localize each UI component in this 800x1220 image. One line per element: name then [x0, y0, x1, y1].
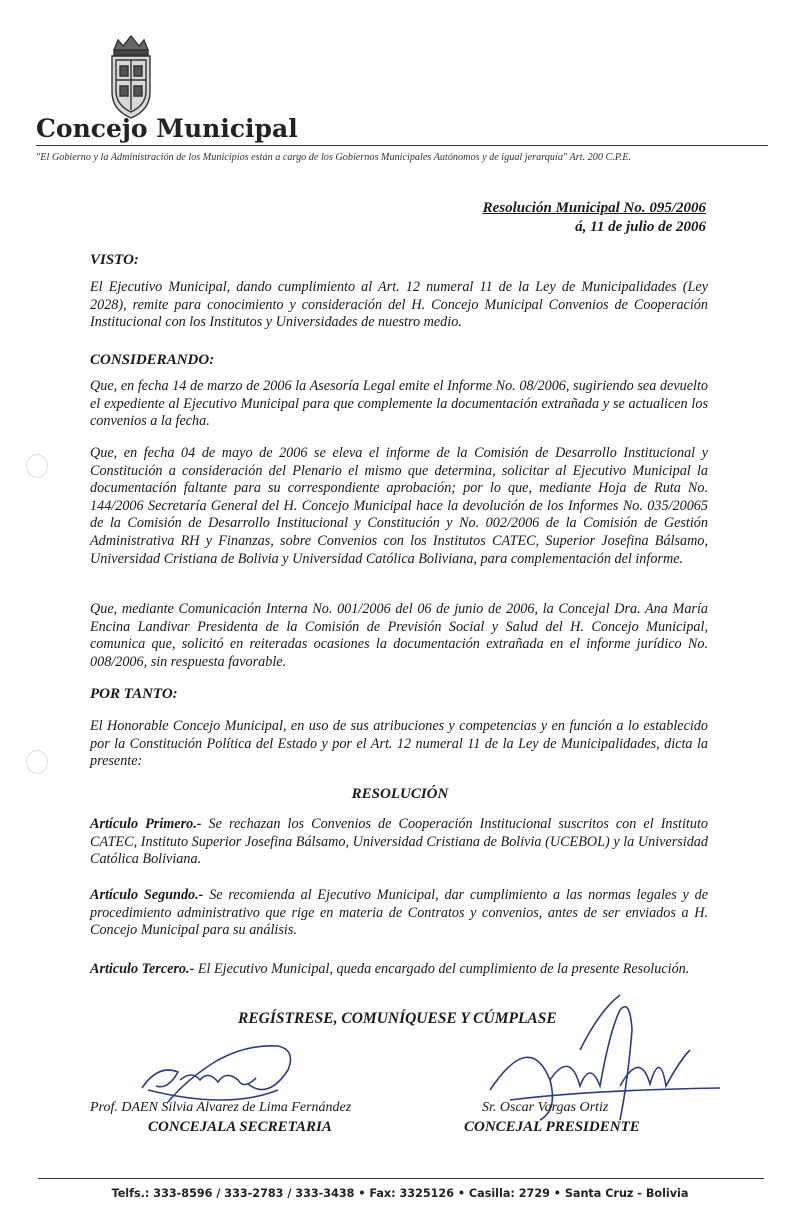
footer-contact: Telfs.: 333-8596 / 333-2783 / 333-3438 • Fax: 3325126 • Casilla: 2729 • Santa Cruz - Bolivia: [111, 1187, 689, 1200]
article-second: [90, 887, 708, 940]
visto-heading: VISTO:: [90, 252, 139, 268]
signer-secretaria-name: Prof. DAEN Silvia Alvarez de Lima Fernández: [90, 1100, 352, 1115]
article-second-title: Artículo Segundo.-: [90, 887, 204, 903]
footer-divider: [38, 1178, 764, 1179]
article-first-title: Artículo Primero.-: [90, 816, 202, 832]
punch-hole-mark: [26, 454, 48, 478]
coat-of-arms-icon: [106, 34, 156, 120]
article-second-text: Se recomienda al Ejecutivo Municipal, dar cumplimiento a las normas legales y de procedimiento administrativo que rige en materia de Contratos y convenios, antes de ser enviados a H. Concejo Municipal para su análisis.: [90, 887, 708, 939]
article-first-text: Se rechazan los Convenios de Cooperación Institucional suscritos con el Instituto CATEC, Instituto Superior Josefina Bálsamo, Universidad Cristiana de Bolivia (UCEBOL) y la Universidad Católica Boliviana.: [90, 816, 708, 868]
signer-secretaria-title: CONCEJALA SECRETARIA: [148, 1119, 332, 1135]
signer-presidente-name: Sr. Oscar Vargas Ortiz: [482, 1100, 609, 1115]
resolution-number: Resolución Municipal No. 095/2006: [482, 200, 706, 216]
por-tanto-text: El Honorable Concejo Municipal, en uso de sus atribuciones y competencias y en función a lo establecido por la Constitución Política del Estado y por el Art. 12 numeral 11 de la Ley de Municipalidades, dicta la presente:: [90, 718, 708, 770]
article-third-text: El Ejecutivo Municipal, queda encargado del cumplimiento de la presente Resolución.: [194, 961, 690, 977]
closing-formula: REGÍSTRESE, COMUNÍQUESE Y CÚMPLASE: [238, 1010, 557, 1027]
article-third-title: Articulo Tercero.-: [90, 961, 195, 977]
considerando-paragraph-2: Que, en fecha 04 de mayo de 2006 se eleva el informe de la Comisión de Desarrollo Institucional y Constitución a consideración del Plenario el mismo que determina, solicitar al Ejecutivo Municipal la documentación faltante para su correspondiente aprobación; por lo que, mediante Hoja de Ruta No. 144/2006 Secretaría General del H. Concejo Municipal hace la devolución de los Informes No. 035/20065 de la Comisión de Desarrollo Institucional y Constitución y No. 002/2006 de la Comisión de Gestión Administrativa RH y Finanzas, sobre Convenios con los Institutos CATEC, Superior Josefina Bálsamo, Universidad Cristiana de Bolivia y Universidad Católica Boliviana, para complementación del informe.: [90, 445, 708, 567]
article-third: [90, 961, 708, 979]
resolution-date: á, 11 de julio de 2006: [575, 219, 706, 235]
punch-hole-mark: [26, 750, 48, 774]
visto-text: El Ejecutivo Municipal, dando cumplimiento al Art. 12 numeral 11 de la Ley de Municipalidades (Ley 2028), remite para conocimiento y consideración del H. Concejo Municipal Convenios de Cooperación Institucional con los Institutos y Universidades de nuestro medio.: [90, 279, 708, 331]
resolucion-heading: RESOLUCIÓN: [351, 786, 449, 802]
header-divider: [36, 145, 768, 146]
considerando-paragraph-3: Que, mediante Comunicación Interna No. 001/2006 del 06 de junio de 2006, la Concejal Dra. Ana María Encina Landivar Presidenta de la Comisión de Previsión Social y Salud del H. Concejo Municipal, comunica que, solicitó en reiteradas ocasiones la documentación extrañada en el informe jurídico No. 008/2006, sin respuesta favorable.: [90, 601, 708, 670]
considerando-paragraph-1: Que, en fecha 14 de marzo de 2006 la Asesoría Legal emite el Informe No. 08/2006, sugiriendo sea devuelto el expediente al Ejecutivo Municipal para que complemente la documentación extrañada y se actualicen los convenios a la fecha.: [90, 378, 708, 430]
por-tanto-heading: POR TANTO:: [90, 686, 178, 702]
signer-presidente-title: CONCEJAL PRESIDENTE: [464, 1119, 640, 1135]
considerando-heading: CONSIDERANDO:: [90, 352, 215, 368]
article-first: [90, 816, 708, 869]
organization-name: Concejo Municipal: [36, 114, 298, 143]
header-motto: "El Gobierno y la Administración de los Municipios están a cargo de los Gobiernos Municipales Autónomos y de igual jerarquía" Art. 200 C.P.E.: [36, 152, 632, 163]
